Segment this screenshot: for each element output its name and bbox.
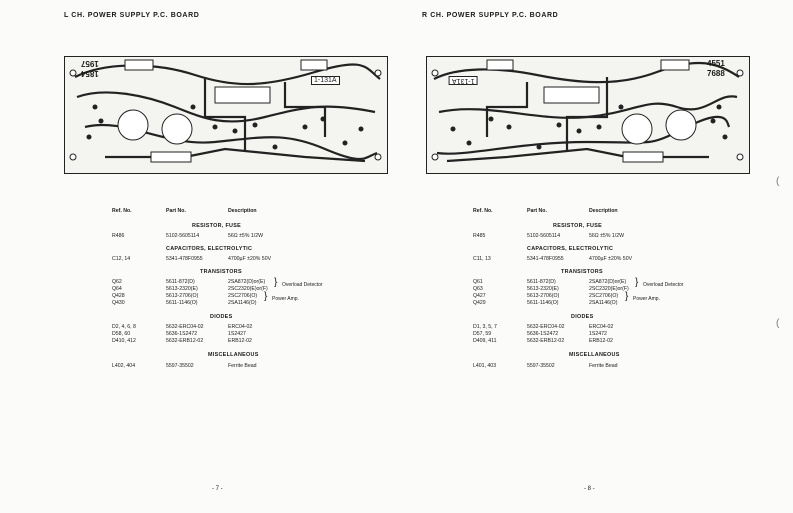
right-ref: Q427 [473,293,486,299]
right-ref: C11, 13 [473,256,491,262]
left-ref: D410, 412 [112,338,136,344]
left-part: 5632-ERB12-02 [166,338,204,344]
right-part: 5613-2320(E) [527,286,559,292]
right-part: 5611-1146(O) [527,300,559,306]
left-board-id: 1-131A [311,76,340,85]
right-desc: 2SA872(D)or(E) [589,279,627,285]
left-parts-list [112,208,372,378]
right-desc: 2SA1146(O) [589,300,618,306]
left-col-ref: Ref. No. [112,208,132,214]
left-section-title: RESISTOR, FUSE [192,223,242,229]
left-section-title: CAPACITORS, ELECTROLYTIC [166,246,253,252]
left-ref: L402, 404 [112,363,136,369]
left-part: 5632-ERC04-02 [166,324,204,330]
left-section-title: MISCELLANEOUS [208,352,259,358]
right-col-desc: Description [589,208,618,214]
right-section-title: MISCELLANEOUS [569,352,620,358]
right-power-note: Power Amp. [633,296,660,302]
left-part: 5636-1S2472 [166,331,198,337]
left-board-code-top: 1957 [81,59,99,68]
left-part: 5611-872(D) [166,279,195,285]
right-board-id: 1-131A [449,76,478,85]
right-parts-list [473,208,743,378]
left-desc: ERB12-02 [228,338,252,344]
binding-hole-mark: ( [776,318,780,329]
left-ref: R486 [112,233,125,239]
right-board-code-bottom: 7688 [707,69,725,78]
right-ref: Q63 [473,286,483,292]
right-ref: D1, 3, 5, 7 [473,324,497,330]
left-page-heading: L CH. POWER SUPPLY P.C. BOARD [64,12,200,19]
left-part: 5613-2706(O) [166,293,199,299]
right-board-code-top: 4551 [707,59,725,68]
right-page-heading: R CH. POWER SUPPLY P.C. BOARD [422,12,559,19]
right-part: 5341-478F0955 [527,256,564,262]
left-power-note: Power Amp. [272,296,299,302]
right-desc: 2SC2320(E)or(F) [589,286,629,292]
right-section-title: TRANSISTORS [561,269,603,275]
left-part: 5611-1146(O) [166,300,198,306]
right-overload-brace: } [635,277,639,288]
left-overload-brace: } [274,277,278,288]
left-desc: ERC04-02 [228,324,253,330]
left-pcb-diagram [64,56,388,174]
right-part: 5611-872(D) [527,279,556,285]
left-section-title: DIODES [210,314,233,320]
left-overload-note: Overload Detector [282,282,323,288]
left-part: 5341-478F0955 [166,256,203,262]
right-ref: Q429 [473,300,486,306]
left-section-title: TRANSISTORS [200,269,242,275]
right-ref: R485 [473,233,486,239]
right-col-part: Part No. [527,208,547,214]
right-section-title: CAPACITORS, ELECTROLYTIC [527,246,614,252]
left-desc: 2SC2706(O) [228,293,258,299]
right-desc: 1S2472 [589,331,607,337]
binding-hole-mark: ( [776,176,780,187]
left-desc: 2SA872(D)or(E) [228,279,266,285]
right-section-title: RESISTOR, FUSE [553,223,603,229]
left-ref: C12, 14 [112,256,131,262]
right-desc: 56Ω ±5% 1/2W [589,233,624,239]
left-part: 5613-2320(E) [166,286,198,292]
left-ref: D58, 60 [112,331,131,337]
left-col-desc: Description [228,208,257,214]
left-ref: D2, 4, 6, 8 [112,324,136,330]
left-power-brace: } [264,291,268,302]
right-desc: Ferrite Bead [589,363,618,369]
right-page-number: - 8 - [584,486,595,492]
right-desc: 2SC2706(O) [589,293,619,299]
left-desc: 2SA1146(O) [228,300,257,306]
left-desc: 56Ω ±5% 1/2W [228,233,263,239]
left-part: 5102-5605114 [166,233,200,239]
left-col-part: Part No. [166,208,186,214]
right-desc: 4700µF ±20% 50V [589,256,633,262]
left-ref: Q428 [112,293,125,299]
left-desc: 4700µF ±20% 50V [228,256,272,262]
right-ref: D409, 411 [473,338,497,344]
right-part: 5613-2706(O) [527,293,560,299]
left-part: 5597-35502 [166,363,194,369]
right-ref: Q61 [473,279,483,285]
left-page-number: - 7 - [212,486,223,492]
right-part: 5636-1S2472 [527,331,559,337]
left-ref: Q64 [112,286,122,292]
left-desc: 2SC2320(E)or(F) [228,286,268,292]
right-part: 5102-5605114 [527,233,561,239]
left-desc: Ferrite Bead [228,363,257,369]
right-section-title: DIODES [571,314,594,320]
right-col-ref: Ref. No. [473,208,493,214]
right-ref: L401, 403 [473,363,497,369]
left-board-code-bottom: 1854 [81,69,99,78]
right-desc: ERC04-02 [589,324,614,330]
right-part: 5632-ERC04-02 [527,324,565,330]
right-power-brace: } [625,291,629,302]
right-part: 5632-ERB12-02 [527,338,565,344]
right-ref: D57, 59 [473,331,492,337]
left-ref: Q430 [112,300,125,306]
left-desc: 1S2427 [228,331,246,337]
left-ref: Q62 [112,279,122,285]
right-desc: ERB12-02 [589,338,613,344]
right-part: 5597-35502 [527,363,555,369]
right-overload-note: Overload Detector [643,282,684,288]
right-pcb-diagram [426,56,750,174]
